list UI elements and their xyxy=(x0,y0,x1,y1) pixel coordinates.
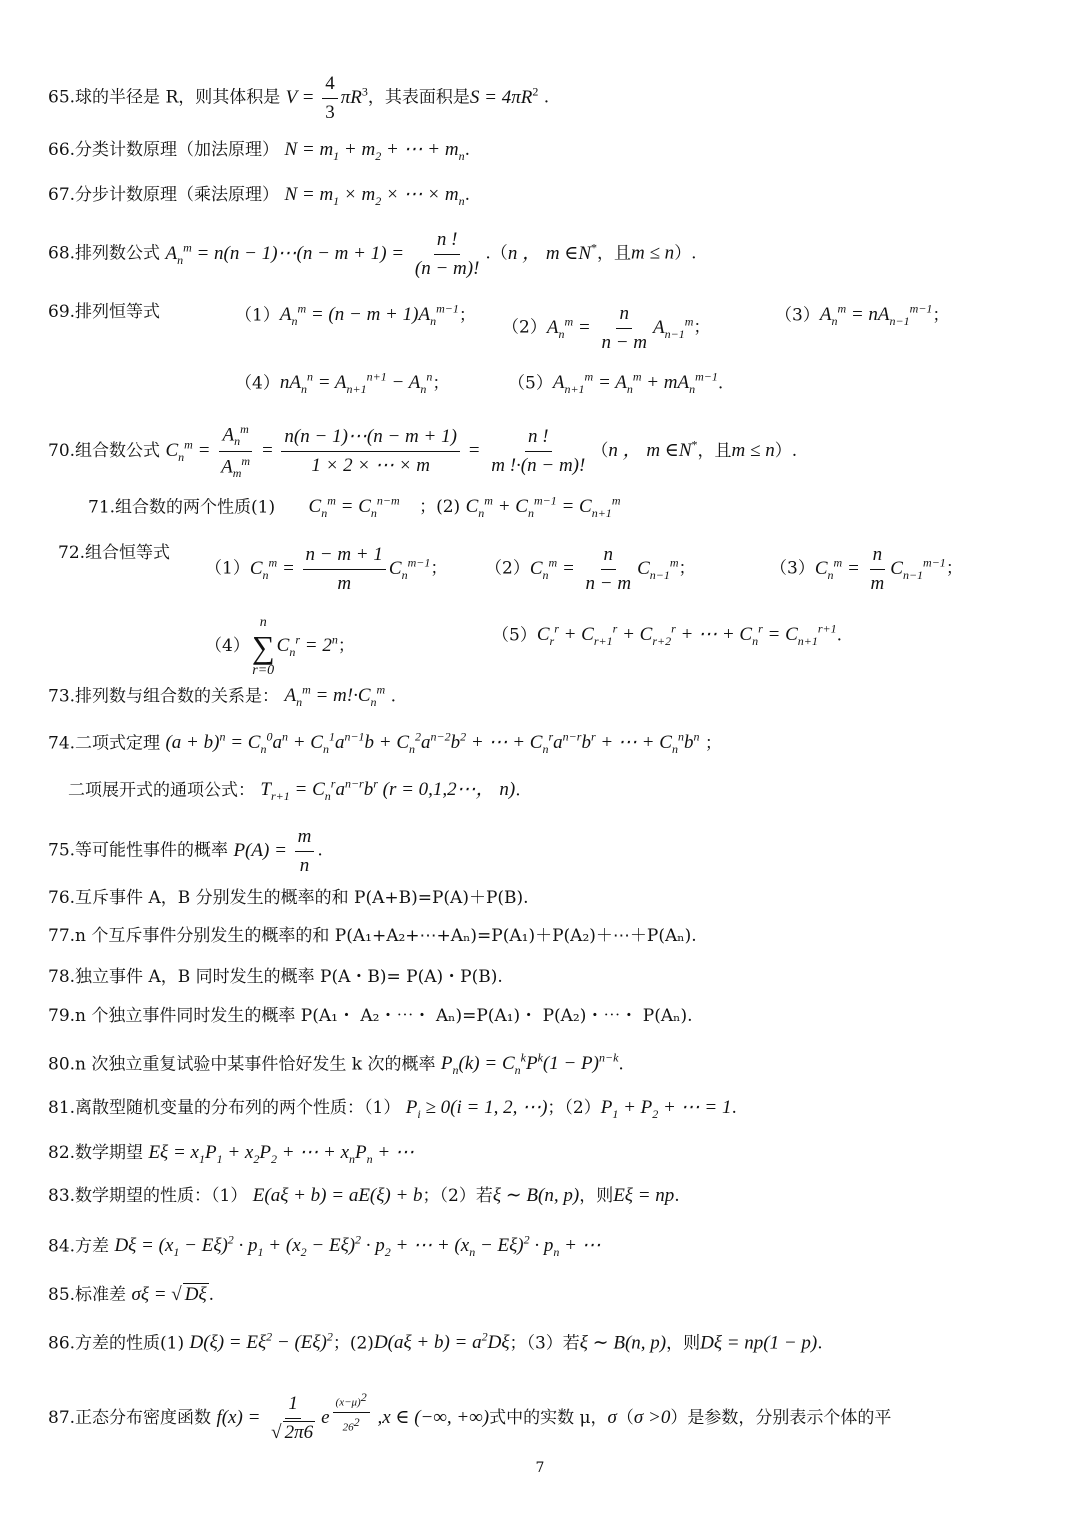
formula-66: 66.分类计数原理（加法原理） $N = m_1 + m_2$ + ⋯ + $m_n$. xyxy=(48,139,470,163)
formula-77: 77.n 个互斥事件分别发生的概率的和 P(A₁+A₂+⋯+Aₙ)=P(A₁)＋P(A₂)＋⋯＋P(Aₙ). xyxy=(48,926,697,946)
normal-density: f(x) = $\frac{1}{√ 2\pi 6}$ e $^{\frac{(x-\mu)^2}{26^2}}$ ,x ∈ (−∞, +∞) xyxy=(216,1390,490,1444)
item-number: 65. xyxy=(48,87,76,108)
identity-72-2: $(2)C_n^m$ = $\frac{n}{n - m}$ $C_{n-1}^m$； xyxy=(485,544,696,594)
formula-68: 68.排列数公式 $A_n^m = n(n$ − 1)⋯(n − m + 1) = $\frac{n !}{(n - m)!}$ .（n ， m ∈N*，且m ≤ n）. xyxy=(48,229,697,279)
formula-71: 71.组合数的两个性质(1) $C_n^m = C_n^{n-m}$ ；(2) $C_n^m + C_n^{m-1} = C_{n+1}^m$ xyxy=(88,494,621,521)
formula-69: 69.排列恒等式 xyxy=(48,302,161,322)
formula-81: 81.离散型随机变量的分布列的两个性质：（1） $P_i \ge 0(i = 1$, 2, ⋯)；$(2)P_1 + P_2$ + ⋯ = 1. xyxy=(48,1097,737,1121)
page-number: 7 xyxy=(535,1460,545,1476)
permutation-formula: $A_n^m = n(n$ − 1)⋯(n − m + 1) = $\frac{n !}{(n - m)!}$ xyxy=(165,229,480,279)
formula-82: 82.数学期望 $E\xi = x_1P_1 + x_2P_2$ + ⋯ + $x_nP_n$ + ⋯ xyxy=(48,1142,414,1166)
multiplication-principle: $N = m_1 \times m_2$ × ⋯ × $m_n$ xyxy=(284,184,465,208)
formula-78: 78.独立事件 A，B 同时发生的概率 P(A・B)= P(A)・P(B). xyxy=(48,967,503,987)
formula-76: 76.互斥事件 A，B 分别发生的概率的和 P(A+B)=P(A)＋P(B). xyxy=(48,888,529,908)
formula-83: 83.数学期望的性质：（1） E(aξ + b) = aE(ξ) + b；（2）若ξ ∼ B(n, p)，则Eξ = np. xyxy=(48,1185,680,1206)
volume-formula: V = $\frac{4}{3}$ $\pi R^3$ xyxy=(285,73,368,123)
identity-72-5: $(5)C_r^r + C_{r+1}^r + C_{r+2}^r$ + ⋯ + $C_n^r = C_{n+1}^{r+1}$. xyxy=(492,622,843,649)
formula-75: 75.等可能性事件的概率 P(A) = $\frac{m}{n}$ . xyxy=(48,826,323,876)
formula-80: 80.n 次独立重复试验中某事件恰好发生 k 次的概率 $P_n(k) = C_n^kP^k(1 - P)^{n-k}$. xyxy=(48,1051,624,1078)
addition-principle: $N = m_1 + m_2$ + ⋯ + $m_n$ xyxy=(284,139,465,163)
identity-69-1: $(1)A_n^m = (n - m + 1)A_n^{m-1}$； xyxy=(235,302,476,329)
identity-69-3: $(3)A_n^m = nA_{n-1}^{m-1}$； xyxy=(775,302,950,329)
identity-72-3: $(3)C_n^m$ = $\frac{n}{m}$ $C_{n-1}^{m-1}$； xyxy=(770,544,963,594)
formula-72: 72.组合恒等式 xyxy=(58,543,171,563)
binomial-general-term: 二项展开式的通项公式： $T_{r+1} = C_n^ra^{n-r}b^r$ (r = 0,1,2⋯， n). xyxy=(68,777,521,804)
combination-formula: $C_n^m$ = $A_n^m$ $A_m^m$ = $\frac{n(n - 1)\cdots(n - m + 1)}{1 \times 2 \times \cdots \times m}$ = $\frac{n !}{m !\cdot(n - m)!}$ xyxy=(165,422,586,481)
formula-65: 65.球的半径是 R，则其体积是 V = $\frac{4}{3}$ $\pi R^3$，其表面积是$S = 4\pi R^2$ . xyxy=(48,73,550,123)
formula-85: 85.标准差 σξ = √ Dξ . xyxy=(48,1284,214,1305)
identity-72-1: $(1)C_n^m$ = $\frac{n - m + 1}{m}$ $C_n^{m-1}$； xyxy=(205,544,448,594)
formula-73: 73.排列数与组合数的关系是： $A_n^m = m!\cdot C_n^m$ . xyxy=(48,683,397,710)
identity-69-5: $(5)A_{n+1}^m = A_n^m + mA_n^{m-1}$. xyxy=(508,370,724,397)
formula-79: 79.n 个独立事件同时发生的概率 P(A₁・ A₂・⋯・ Aₙ)=P(A₁)・ P(A₂)・⋯・ P(Aₙ). xyxy=(48,1006,693,1026)
formula-84: 84.方差 $D\xi = (x_1 - E\xi)^2 \cdot p_1 + (x_2 - E\xi)^2 \cdot p_2$ + ⋯ + $(x_n - E\xi)^2 \cdot p_n$ + ⋯ xyxy=(48,1233,601,1260)
formula-74: 74.二项式定理 $(a + b)^n = C_n^0a^n + C_n^1a^{n-1}b + C_n^2a^{n-2}b^2$ + ⋯ + $C_n^ra^{n-r}b^r$ + ⋯ + $C_n^nb^n$ ； xyxy=(48,730,722,757)
item-text: 球的半径是 R，则其体积是 xyxy=(75,87,281,108)
surface-area-formula: $S = 4\pi R^2$ xyxy=(469,84,539,108)
item-text: ，其表面积是 xyxy=(367,87,470,108)
formula-70: 70.组合数公式 $C_n^m$ = $A_n^m$ $A_m^m$ = $\frac{n(n - 1)\cdots(n - m + 1)}{1 \times 2 \times \cdots \times m}$ = $\frac{n !}{m !\cdot(n - m)!}$ （n ， m ∈N*，且m ≤ n）. xyxy=(48,422,798,481)
identity-69-4: $(4)nA_n^n = A_{n+1}^{n+1} - A_n^n$； xyxy=(235,370,450,397)
binomial-theorem: $(a + b)^n = C_n^0a^n + C_n^1a^{n-1}b + C_n^2a^{n-2}b^2$ + ⋯ + $C_n^ra^{n-r}b^r$ + ⋯ + $C_n^nb^n$ xyxy=(165,730,700,757)
identity-72-4: （4） n ∑ r=0 $C_n^r = 2^n$； xyxy=(205,615,355,678)
identity-69-2: $(2)A_n^m$ = $\frac{n}{n - m}$ $A_{n-1}^m$； xyxy=(502,303,711,353)
formula-86: 86.方差的性质(1) $D(\xi) = E\xi^2 - (E\xi)^2$；$(2)D(a\xi + b) = a^2D\xi$；（3）若ξ ∼ B(n, p)，则Dξ = np(1 − p). xyxy=(48,1330,823,1354)
formula-67: 67.分步计数原理（乘法原理） $N = m_1 \times m_2$ × ⋯ × $m_n$. xyxy=(48,184,470,208)
formula-87: 87.正态分布密度函数 f(x) = $\frac{1}{√ 2\pi 6}$ e $^{\frac{(x-\mu)^2}{26^2}}$ ,x ∈ (−∞, +∞)式中的实数 μ，σ（σ >0）是参数，分别表示个体的平 xyxy=(48,1390,892,1444)
